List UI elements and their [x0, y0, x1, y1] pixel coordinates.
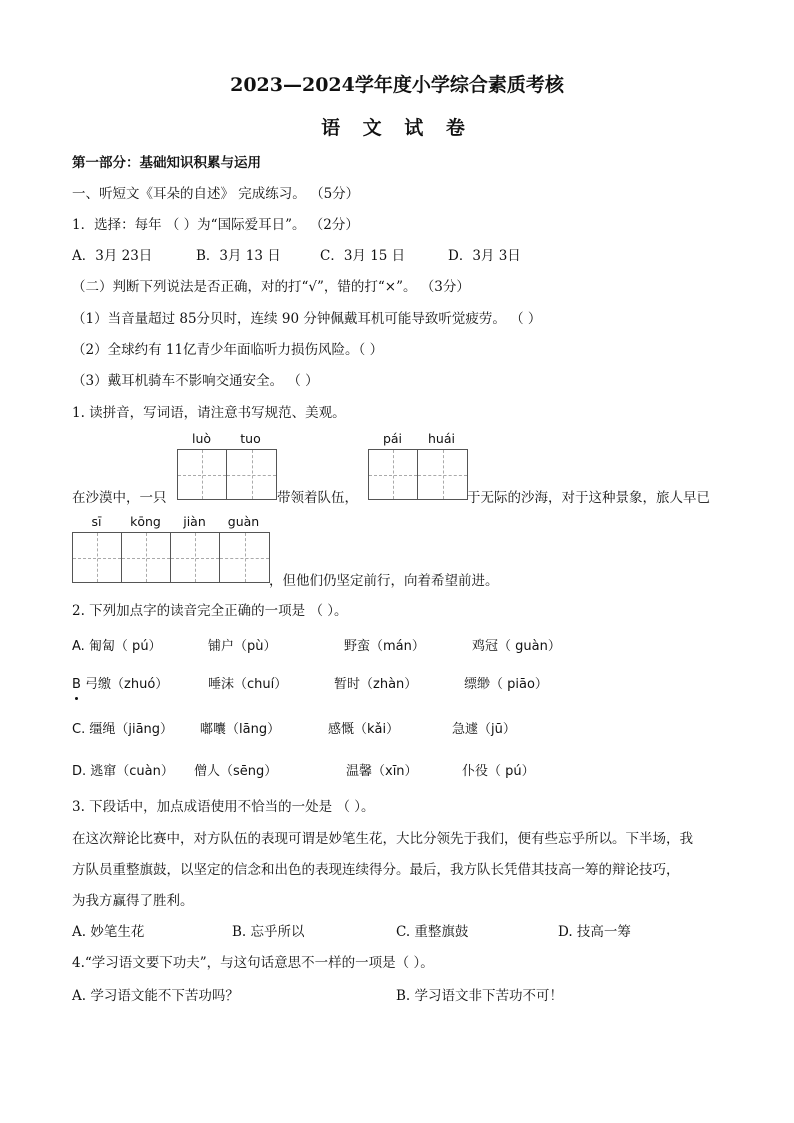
emphasis-dot: [75, 697, 78, 700]
q3-paragraph-line-1: 在这次辩论比赛中，对方队伍的表现可谓是妙笔生花，大比分领先于我们，便有些忘乎所以。下半场，我: [72, 831, 693, 847]
judge-item-3: （3）戴耳机骑车不影响交通安全。 （ ）: [72, 373, 319, 389]
select-question: 1．选择：每年 （ ）为“国际爱耳日”。 （2分）: [72, 217, 359, 233]
q3-prompt: 3. 下段话中，加点成语使用不恰当的一处是 （ ）。: [72, 799, 375, 815]
q3-option-a: A. 妙笔生花: [72, 924, 145, 940]
q2-c-4: 急遽（jū）: [452, 722, 516, 737]
pinyin-label: kōng: [130, 514, 161, 529]
sentence-part-c: 于无际的沙海，对于这种景象，旅人早已: [467, 490, 710, 506]
q3-option-d: D. 技高一筹: [558, 924, 631, 940]
writing-grid-paihuai[interactable]: [368, 449, 468, 500]
q4-option-a: A. 学习语文能不下苦功吗？: [72, 988, 239, 1004]
writing-cell[interactable]: [220, 533, 269, 582]
q2-b-4: 缥缈（ piāo）: [464, 677, 548, 692]
q2-a-1: A. 匍匐（ pú）: [72, 639, 162, 654]
judge-item-1: （1）当音量超过 85分贝时，连续 90 分钟佩戴耳机可能导致听觉疲劳。 （ ）: [72, 311, 542, 327]
writing-cell[interactable]: [178, 450, 227, 499]
q4-option-b: B. 学习语文非下苦功不可！: [396, 988, 564, 1004]
q3-paragraph-line-3: 为我方赢得了胜利。: [72, 893, 194, 909]
judge-item-2: （2）全球约有 11亿青少年面临听力损伤风险。（ ）: [72, 342, 384, 358]
pinyin-label: tuo: [240, 431, 261, 446]
q2-c-3: 感慨（kǎi）: [328, 722, 400, 737]
q2-d-1: D. 逃窜（cuàn）: [72, 764, 174, 779]
q2-c-1: C. 缰绳（jiāng）: [72, 722, 174, 737]
writing-cell[interactable]: [418, 450, 467, 499]
q2-d-3: 温馨（xīn）: [346, 764, 418, 779]
part1-heading: 第一部分：基础知识积累与运用: [72, 155, 261, 171]
pinyin-prompt: 1. 读拼音，写词语，请注意书写规范、美观。: [72, 405, 346, 421]
q2-a-4: 鸡冠（ guàn）: [472, 639, 561, 654]
select-option-c: C．3月 15 日: [320, 248, 406, 264]
pinyin-label: guàn: [227, 514, 260, 529]
writing-grid-sikongjianguan[interactable]: [72, 532, 270, 583]
q3-paragraph-line-2: 方队员重整旗鼓，以坚定的信念和出色的表现连续得分。最后，我方队长凭借其技高一筹的辩论技巧，: [72, 862, 680, 878]
sentence-part-a: 在沙漠中，一只: [72, 490, 167, 506]
pinyin-label: sī: [91, 514, 102, 529]
q2-a-2: 铺户（pù）: [208, 639, 277, 654]
q2-b-2: 唾沫（chuí）: [208, 677, 288, 692]
q3-option-b: B. 忘乎所以: [232, 924, 305, 940]
q2-c-2: 嘟囔（lāng）: [200, 722, 281, 737]
judge-question: （二）判断下列说法是否正确，对的打“√”，错的打“×”。 （3分）: [72, 279, 470, 295]
q2-b-3: 暂时（zhàn）: [334, 677, 418, 692]
q4-prompt: 4.“学习语文要下功夫”，与这句话意思不一样的一项是（ ）。: [72, 955, 434, 971]
pinyin-label: pái: [382, 431, 403, 446]
select-option-b: B．3月 13 日: [196, 248, 281, 264]
select-option-d: D．3月 3日: [448, 248, 521, 264]
pinyin-label: luò: [191, 431, 212, 446]
q2-d-4: 仆役（ pú）: [462, 764, 535, 779]
q3-option-c: C. 重整旗鼓: [396, 924, 469, 940]
exam-subtitle: 语 文 试 卷: [321, 117, 473, 139]
q2-a-3: 野蛮（mán）: [344, 639, 425, 654]
writing-cell[interactable]: [73, 533, 122, 582]
writing-grid-luotuo[interactable]: [177, 449, 277, 500]
pinyin-label: huái: [428, 431, 455, 446]
writing-cell[interactable]: [369, 450, 418, 499]
sentence-part-b: 带领着队伍，: [277, 490, 358, 506]
writing-cell[interactable]: [122, 533, 171, 582]
q2-prompt: 2. 下列加点字的读音完全正确的一项是 （ ）。: [72, 603, 348, 619]
q2-d-2: 僧人（sēng）: [194, 764, 278, 779]
listening-question: 一、听短文《耳朵的自述》 完成练习。 （5分）: [72, 186, 360, 202]
pinyin-label: jiàn: [183, 514, 206, 529]
sentence-part-d: ，但他们仍坚定前行，向着希望前进。: [269, 573, 499, 589]
writing-cell[interactable]: [171, 533, 220, 582]
q2-b-1: B 弓缴（zhuó）: [72, 677, 169, 692]
exam-title: 2023—2024学年度小学综合素质考核: [230, 74, 564, 96]
writing-cell[interactable]: [227, 450, 276, 499]
select-option-a: A．3月 23日: [72, 248, 153, 264]
